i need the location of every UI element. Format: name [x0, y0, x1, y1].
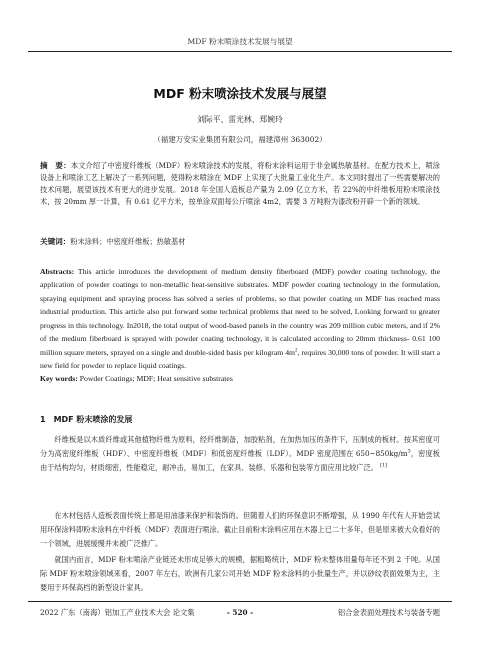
- keywords-cn: [40, 236, 440, 247]
- affiliation: （福建万安实业集团有限公司，福建漳州 363002）: [153, 135, 327, 144]
- abstract-en-label: Abstracts:: [40, 267, 75, 276]
- paragraph-1-reference: [1]: [380, 463, 388, 470]
- keywords-en-text: Powder Coatings; MDF; Heat sensitive substrates: [79, 374, 233, 383]
- abstract-cn-label: 摘 要：: [40, 161, 71, 170]
- paragraph-1-text: 纤维板是以木质纤维或其他植物纤维为原料，经纤维制备，加胶粘剂，在加热加压的条件下，压制成的板材。按其密度可分为高密度纤维板（HDF）、中密度纤维板（MDF）和低密度纤维板（LDF）。MDF 密度范围在 650~850kg/m: [40, 435, 440, 459]
- keywords-cn-label: 关键词：: [40, 237, 71, 246]
- abstract-en-text-end: , requires 30,000 tons of powder. It will start a new field for powder to replace liquid coatings.: [40, 347, 440, 371]
- body-paragraph-2: 在木材包括人造板表面传统上都是用油漆来保护和装饰的。但随着人们的环保意识不断增强，从 1990 年代有人开始尝试用环保涂料即粉末涂料在中纤板（MDF）表面进行喷涂。截止目前粉末涂料应用在木器上已二十多年，但是原来被大众看好的一个领域，进展缓慢并未被广泛推广。: [40, 511, 440, 549]
- paragraph-1-text-end: ，密度板由于结构均匀，材质细密，性能稳定，耐冲击，易加工，在家具、装修、乐器和包装等方面应用比较广泛。: [40, 449, 440, 473]
- paragraph-1-unit-superscript: 3: [407, 448, 411, 455]
- abstract-en-text: This article introduces the development of medium density fiberboard (MDF) powder coating technology, the application of powder coatings to non-metallic heat-sensitive substrates. MDF powder coating technology in the formulation, spraying equipment and spraying process has solved a series of problems, so that powder coating on MDF has reached mass industrial production. This article also put forward some technical problems that need to be solved, Looking forward to greater progress in this technology. In2018, the total output of wood-based panels in the country was 209 million cubic meters, and if 2% of the medium fiberboard is sprayed with powder coating technology, it is calculated according to 20mm thickness- 0.61 100 million square meters, sprayed on a single and double-sided basis per kilogram 4m: [40, 267, 440, 357]
- keywords-en-label: Key words:: [40, 374, 78, 383]
- abstract-cn: [40, 160, 440, 208]
- running-header: MDF 粉末喷涂技术发展与展望: [187, 37, 293, 46]
- keywords-cn-text: 粉末涂料；中密度纤维板；热敏基材: [70, 237, 186, 246]
- body-paragraph-3: 就国内而言，MDF 粉末喷涂产业链还未形成足够大的规模，据粗略统计，MDF 粉末整体用量每年还不到 2 千吨。从国际 MDF 粉末喷涂领域来看，2007 年左右，欧洲有几家公司开始 MDF 粉末涂料的小批量生产，并以砂纹表面效果为主，主要用于环保高档的新型设计家具。: [40, 555, 440, 593]
- header-rule: [28, 51, 452, 52]
- body-paragraph-1: [40, 433, 440, 476]
- authors: 刘际平、雷光林、郑婉玲: [197, 115, 283, 124]
- section-number: 1: [40, 415, 46, 424]
- footer-rule: [28, 601, 452, 602]
- keywords-en: [40, 374, 440, 383]
- page-number: - 520 -: [226, 608, 254, 617]
- abstract-en: [40, 265, 440, 373]
- footer-topic: 铝合金表面处理技术与装备专题: [337, 608, 440, 617]
- section-title: MDF 粉末喷涂的发展: [53, 415, 133, 424]
- section-heading: [40, 414, 132, 425]
- abstract-en-superscript: 2: [295, 348, 298, 354]
- footer-proceedings: 2022 广东（南海）铝加工产业技术大会 论文集: [40, 608, 195, 617]
- abstract-cn-text: 本文介绍了中密度纤维板（MDF）粉末喷涂技术的发展，将粉末涂料运用于非金属热敏基材。在配方技术上，喷涂设备上和喷涂工艺上解决了一系列问题，使得粉末喷涂在 MDF 上实现了大批量工业化生产。本文同时提出了一些需要解决的技术问题，展望该技术有更大的进步发展。2018 年全国人造板总产量为 2.09 亿立方米，若 22%的中纤维板用粉末喷涂技术，按 20mm 厚一计算，有 0.61 亿平方米，按单涂双面每公斤喷涂 4m2，需要 3 万吨粉为漆改粉开辟一个新的领域。: [40, 161, 440, 206]
- paper-title: MDF 粉末喷涂技术发展与展望: [153, 86, 327, 101]
